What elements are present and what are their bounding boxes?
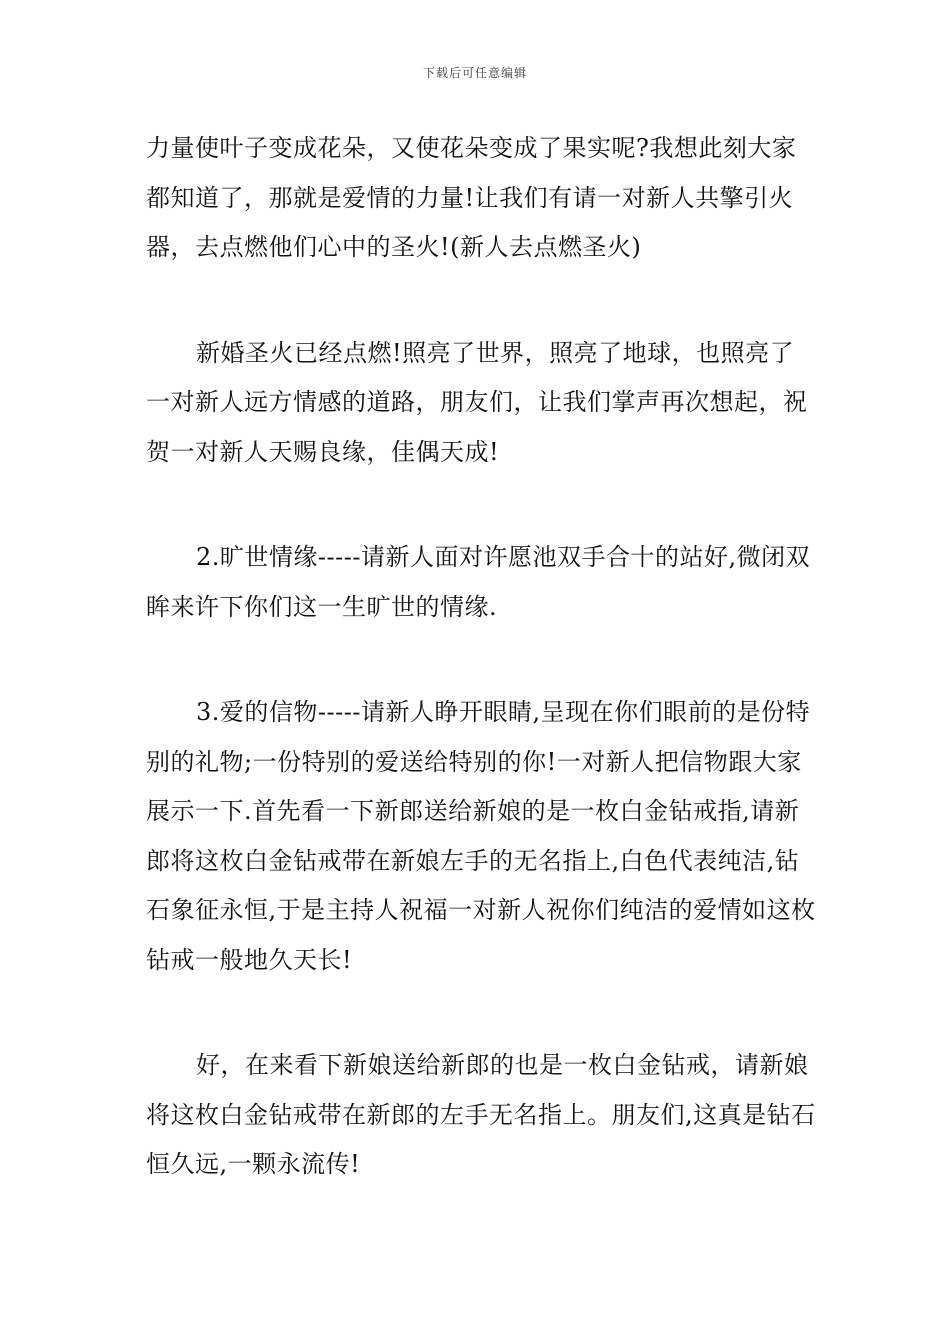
document-body — [146, 124, 816, 1246]
paragraph-love-token: 3.爱的信物-----请新人睁开眼睛,呈现在你们眼前的是份特别的礼物;一份特别的爱送给特别的你!一对新人把信物跟大家展示一下.首先看一下新郎送给新娘的是一枚白金钻戒指,请新郎将这枚白金钻戒带在新娘左手的无名指上,白色代表纯洁,钻石象征永恒,于是主持人祝福一对新人祝你们纯洁的爱情如这枚钻戒一般地久天长! — [146, 698, 816, 974]
paragraph-holy-fire: 力量使叶子变成花朵，又使花朵变成了果实呢?我想此刻大家都知道了，那就是爱情的力量!让我们有请一对新人共擎引火器，去点燃他们心中的圣火!(新人去点燃圣火) — [146, 134, 797, 261]
paragraph-fire-lit: 新婚圣火已经点燃!照亮了世界，照亮了地球，也照亮了一对新人远方情感的道路，朋友们，让我们掌声再次想起，祝贺一对新人天赐良缘，佳偶天成! — [146, 338, 808, 466]
paragraph-bride-ring: 好，在来看下新娘送给新郎的也是一枚白金钻戒，请新娘将这枚白金钻戒带在新郎的左手无名指上。朋友们,这真是钻石恒久远,一颗永流传! — [146, 1051, 816, 1178]
paragraph-destined-love: 2.旷世情缘-----请新人面对许愿池双手合十的站好,微闭双眸来许下你们这一生旷世的情缘. — [146, 543, 811, 621]
page-header-note: 下载后可任意编辑 — [422, 66, 527, 80]
